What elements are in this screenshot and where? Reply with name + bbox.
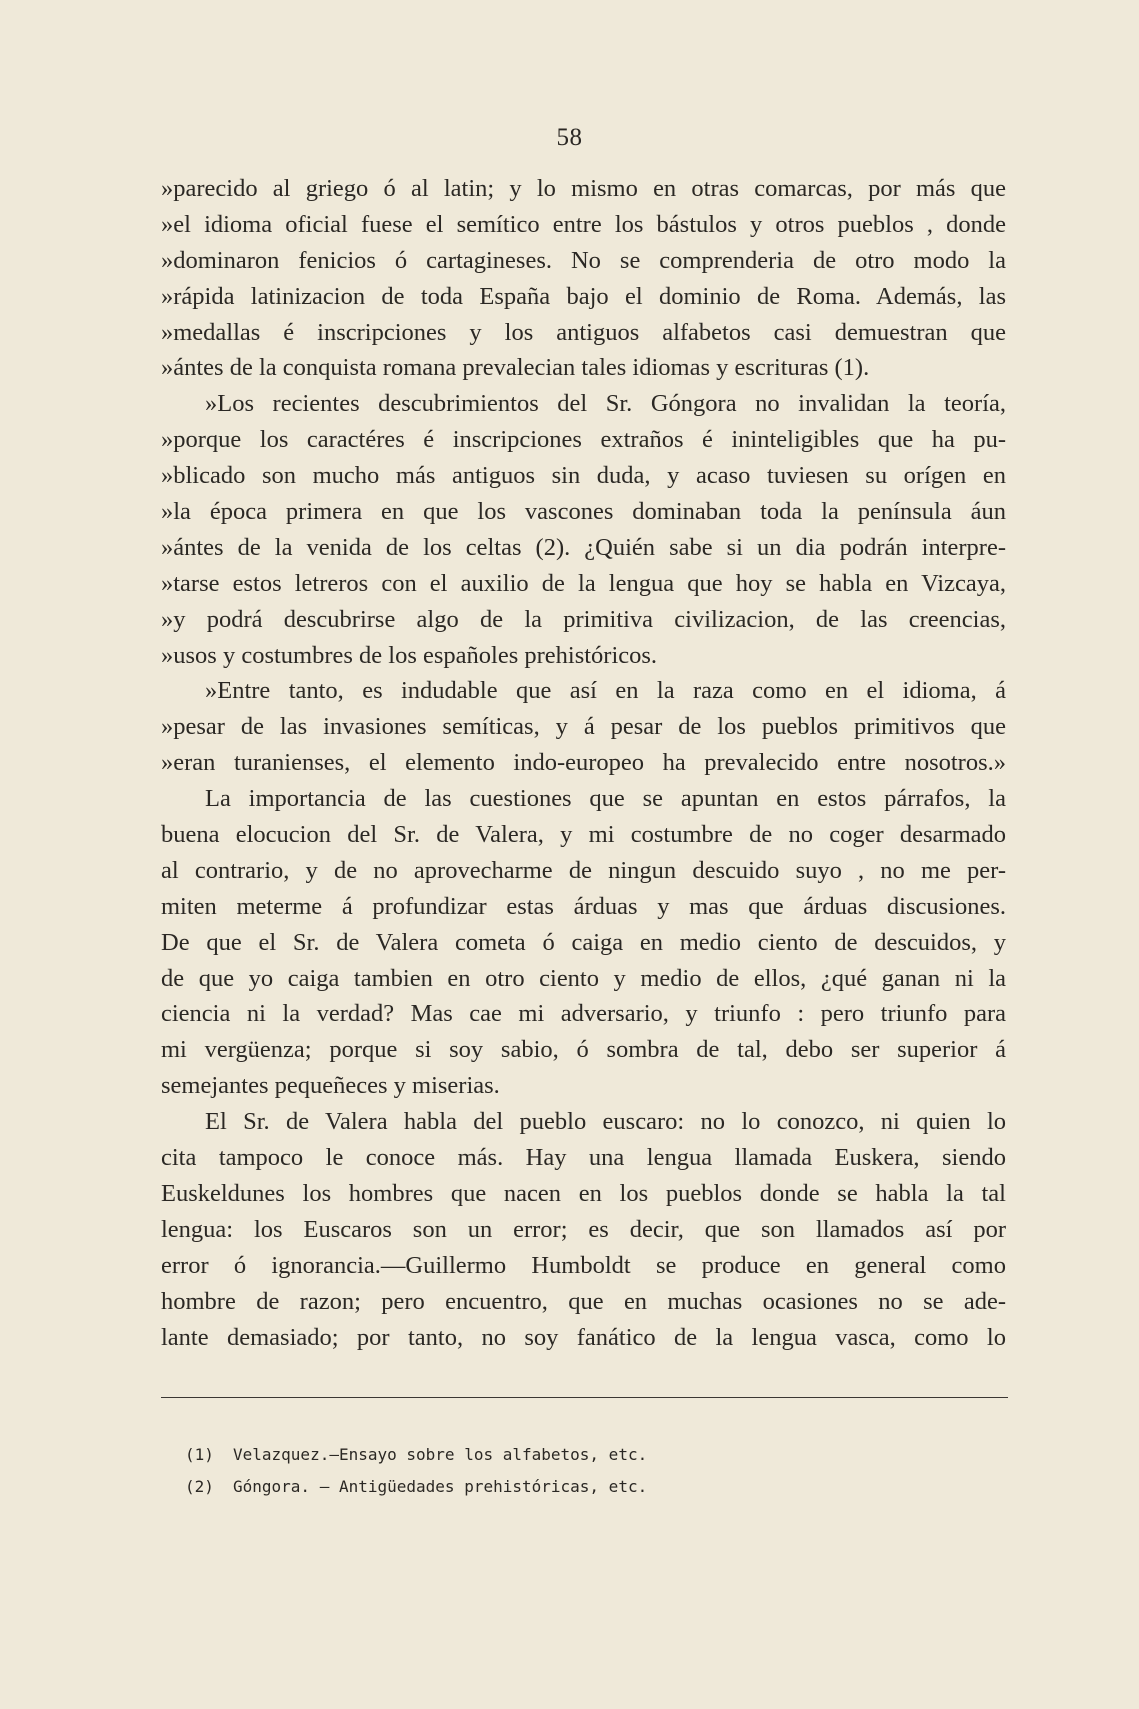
text-line: »porque los caractéres é inscripciones extraños é ininteligibles que ha pu- (161, 426, 1006, 454)
text-line: »tarse estos letreros con el auxilio de la lengua que hoy se habla en Vizcaya, (161, 569, 1006, 597)
text-line: El Sr. de Valera habla del pueblo euscaro: no lo conozco, ni quien lo (205, 1108, 1006, 1136)
footnote-text: Góngora. — Antigüedades prehistóricas, etc. (233, 1477, 648, 1496)
text-line: miten meterme á profundizar estas árduas y mas que árduas discusiones. (161, 892, 1006, 920)
footnote (185, 1439, 885, 1471)
footnote-text: Velazquez.—Ensayo sobre los alfabetos, etc. (233, 1445, 648, 1464)
text-line: al contrario, y de no aprovecharme de ningun descuido suyo , no me per- (161, 856, 1006, 884)
text-line: ciencia ni la verdad? Mas cae mi adversario, y triunfo : pero triunfo para (161, 1000, 1006, 1028)
text-line: mi vergüenza; porque si soy sabio, ó sombra de tal, debo ser superior á (161, 1036, 1006, 1064)
text-line: semejantes pequeñeces y miserias. (161, 1072, 500, 1100)
text-line: »el idioma oficial fuese el semítico entre los bástulos y otros pueblos , donde (161, 210, 1006, 238)
footnotes (185, 1439, 885, 1503)
text-line: »blicado son mucho más antiguos sin duda, y acaso tuviesen su orígen en (161, 462, 1006, 490)
text-line: La importancia de las cuestiones que se apuntan en estos párrafos, la (205, 785, 1006, 813)
text-line: cita tampoco le conoce más. Hay una lengua llamada Euskera, siendo (161, 1144, 1006, 1172)
text-line: »medallas é inscripciones y los antiguos alfabetos casi demuestran que (161, 318, 1006, 346)
text-line: error ó ignorancia.—Guillermo Humboldt se produce en general como (161, 1251, 1006, 1279)
text-line: hombre de razon; pero encuentro, que en muchas ocasiones no se ade- (161, 1287, 1006, 1315)
text-line: »Entre tanto, es indudable que así en la raza como en el idioma, á (205, 677, 1006, 705)
text-line: »parecido al griego ó al latin; y lo mismo en otras comarcas, por más que (161, 175, 1006, 202)
text-line: Euskeldunes los hombres que nacen en los pueblos donde se habla la tal (161, 1179, 1006, 1207)
text-line: de que yo caiga tambien en otro ciento y medio de ellos, ¿qué ganan ni la (161, 964, 1006, 992)
text-line: »usos y costumbres de los españoles prehistóricos. (161, 641, 658, 669)
text-line: »rápida latinizacion de toda España bajo el dominio de Roma. Además, las (161, 282, 1006, 310)
footnote-divider (161, 1397, 1008, 1398)
text-line: De que el Sr. de Valera cometa ó caiga en medio ciento de descuidos, y (161, 928, 1006, 956)
text-line: »la época primera en que los vascones dominaban toda la península áun (161, 498, 1006, 526)
text-line: »ántes de la venida de los celtas (2). ¿Quién sabe si un dia podrán interpre- (161, 533, 1006, 561)
text-line: »y podrá descubrirse algo de la primitiva civilizacion, de las creencias, (161, 605, 1006, 633)
footnote (185, 1471, 885, 1503)
main-text (161, 171, 1006, 1355)
text-line: »eran turanienses, el elemento indo-europeo ha prevalecido entre nosotros.» (161, 749, 1006, 777)
text-line: »dominaron fenicios ó cartagineses. No se comprenderia de otro modo la (161, 246, 1006, 274)
text-line: »ántes de la conquista romana prevalecian tales idiomas y escrituras (1). (161, 354, 870, 382)
text-line: »pesar de las invasiones semíticas, y á pesar de los pueblos primitivos que (161, 713, 1006, 741)
text-line: »Los recientes descubrimientos del Sr. Góngora no invalidan la teoría, (205, 390, 1006, 418)
footnote-mark: (1) (185, 1445, 214, 1464)
text-line: buena elocucion del Sr. de Valera, y mi costumbre de no coger desarmado (161, 821, 1006, 849)
text-line: lengua: los Euscaros son un error; es decir, que son llamados así por (161, 1215, 1006, 1243)
footnote-mark: (2) (185, 1477, 214, 1496)
text-line: lante demasiado; por tanto, no soy fanático de la lengua vasca, como lo (161, 1323, 1006, 1351)
page-number: 58 (556, 124, 583, 151)
